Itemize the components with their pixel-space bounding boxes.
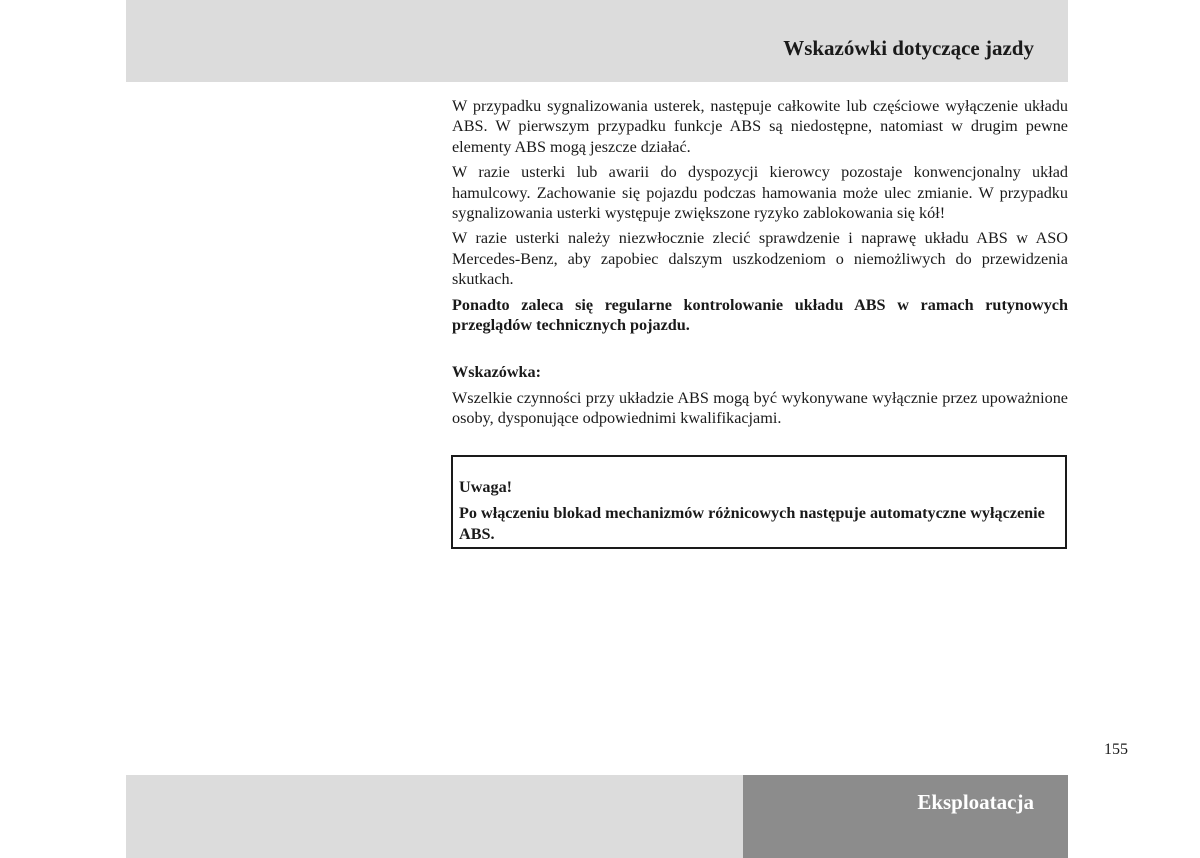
- footer-section-tab: [743, 775, 1068, 858]
- main-content: [452, 96, 1068, 434]
- body-paragraph: W razie usterki lub awarii do dyspozycji kierowcy pozostaje konwencjonalny układ hamulcowy. Zachowanie się pojazdu podczas hamowania może ulec zmianie. W przypadku sygnalizowania usterki występuje zwiększone ryzyko zablokowania się kół!: [452, 163, 1068, 223]
- page-title: Wskazówki dotyczące jazdy: [783, 36, 1034, 60]
- footer-section-label: Eksploatacja: [917, 790, 1034, 814]
- body-paragraph: W przypadku sygnalizowania usterek, następuje całkowite lub częściowe wyłączenie układu ABS. W pierwszym przypadku funkcje ABS są niedostępne, natomiast w drugim pewne elementy ABS mogą jeszcze działać.: [452, 97, 1068, 156]
- header-bar: [126, 0, 1068, 82]
- note-text: Wszelkie czynności przy układzie ABS mogą być wykonywane wyłącznie przez upoważnione osoby, dysponujące odpowiednimi kwalifikacjami.: [452, 388, 1068, 428]
- warning-text: Po włączeniu blokad mechanizmów różnicowych następuje automatyczne wyłączenie ABS.: [459, 504, 1045, 543]
- footer-bar: [126, 775, 743, 858]
- page-number: 155: [1104, 741, 1128, 758]
- warning-box: [451, 455, 1067, 549]
- warning-label: Uwaga!: [459, 478, 513, 496]
- note-label: Wskazówka:: [452, 363, 542, 382]
- body-paragraph: W razie usterki należy niezwłocznie zlecić sprawdzenie i naprawę układu ABS w ASO Mercedes-Benz, aby zapobiec dalszym uszkodzeniom o niemożliwych do przewidzenia skutkach.: [452, 229, 1068, 289]
- bold-recommendation: Ponadto zaleca się regularne kontrolowanie układu ABS w ramach rutynowych przeglądów technicznych pojazdu.: [452, 295, 1068, 335]
